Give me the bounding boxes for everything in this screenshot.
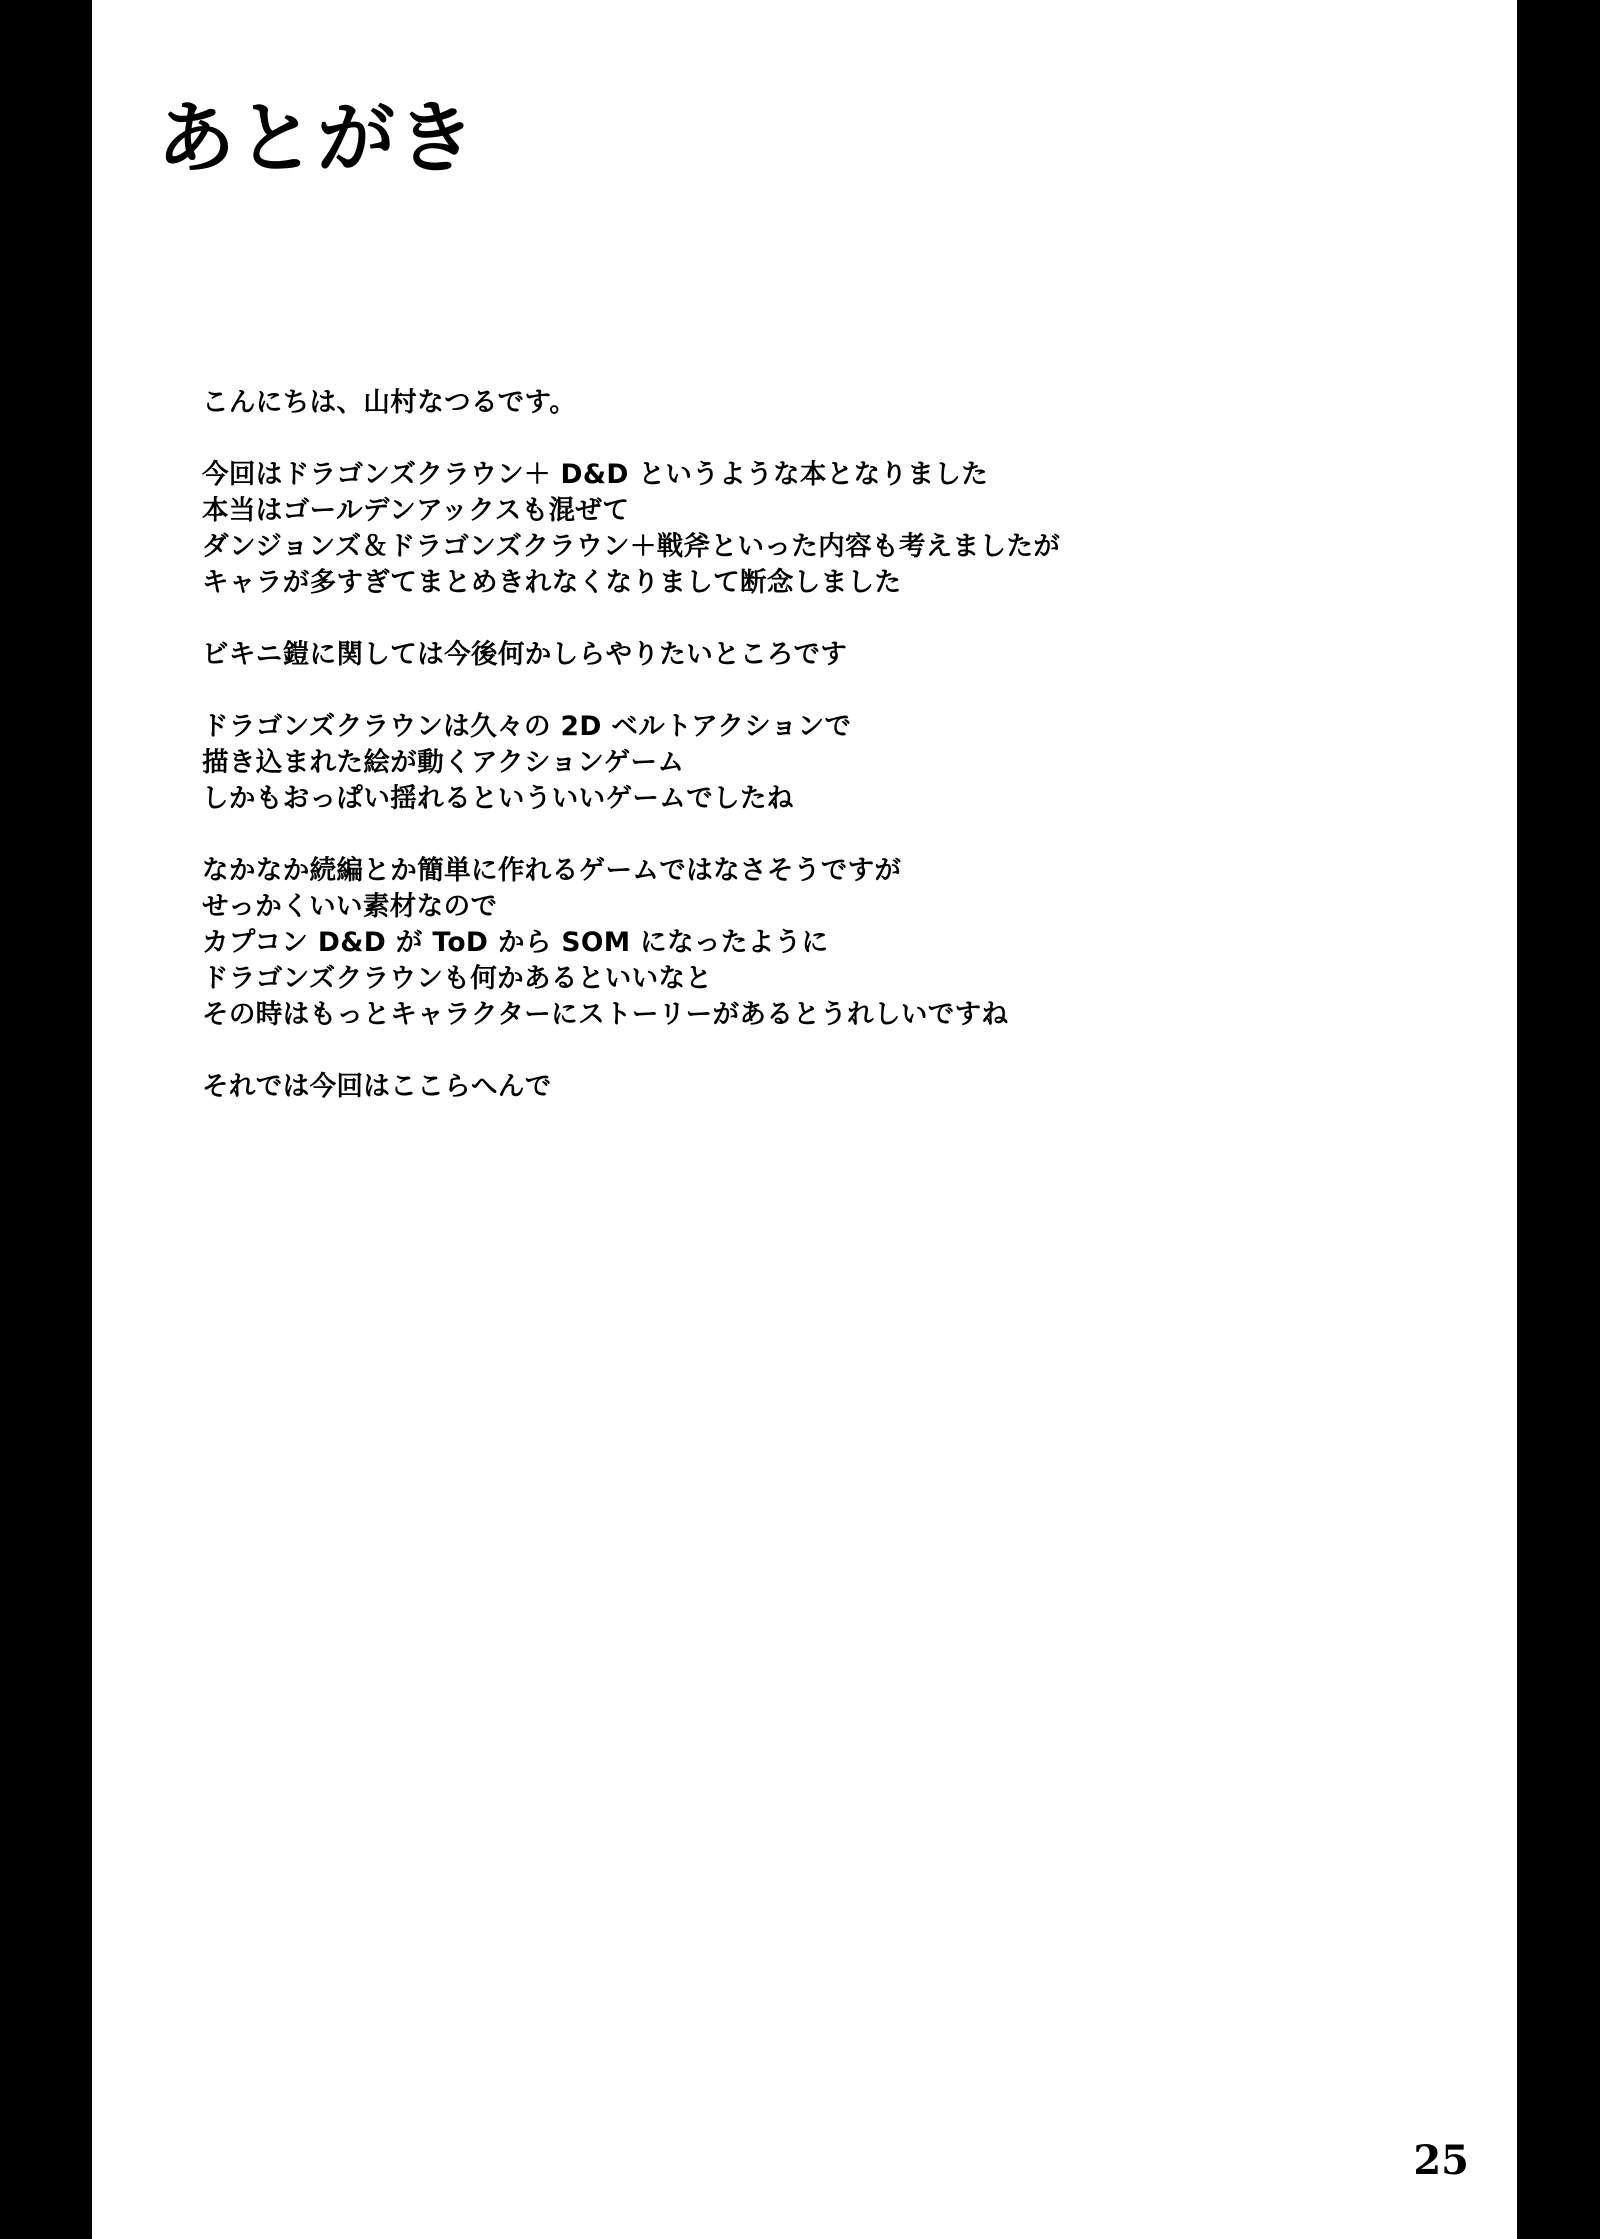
text-line: せっかくいい素材なので xyxy=(202,891,498,922)
page-number: 25 xyxy=(1413,2137,1469,2184)
paragraph xyxy=(202,853,1402,1033)
text-line: 今回はドラゴンズクラウン＋ D&D というような本となりました xyxy=(202,459,989,490)
text-line: ダンジョンズ＆ドラゴンズクラウン＋戦斧といった内容も考えましたが xyxy=(202,531,1061,562)
text-line: キャラが多すぎてまとめきれなくなりまして断念しました xyxy=(202,567,902,598)
document-page xyxy=(92,0,1517,2239)
text-line: ドラゴンズクラウンは久々の 2D ベルトアクションで xyxy=(202,711,852,742)
text-line: こんにちは、山村なつるです。 xyxy=(202,387,577,418)
text-line: しかもおっぱい揺れるといういいゲームでしたね xyxy=(202,783,794,814)
paragraph xyxy=(202,1069,1402,1105)
afterword-body xyxy=(202,385,1402,1105)
paragraph xyxy=(202,637,1402,673)
text-line: カプコン D&D が ToD から SOM になったように xyxy=(202,927,829,958)
text-line: その時はもっとキャラクターにストーリーがあるとうれしいですね xyxy=(202,999,1009,1030)
text-line: それでは今回はここらへんで xyxy=(202,1071,552,1102)
paragraph xyxy=(202,709,1402,817)
text-line: なかなか続編とか簡単に作れるゲームではなさそうですが xyxy=(202,855,902,886)
text-line: 描き込まれた絵が動くアクションゲーム xyxy=(202,747,685,778)
page-title: あとがき xyxy=(157,94,478,184)
paragraph xyxy=(202,385,1402,421)
text-line: ビキニ鎧に関しては今後何かしらやりたいところです xyxy=(202,639,848,670)
text-line: ドラゴンズクラウンも何かあるといいなと xyxy=(202,963,713,994)
paragraph xyxy=(202,457,1402,601)
text-line: 本当はゴールデンアックスも混ぜて xyxy=(202,495,630,526)
